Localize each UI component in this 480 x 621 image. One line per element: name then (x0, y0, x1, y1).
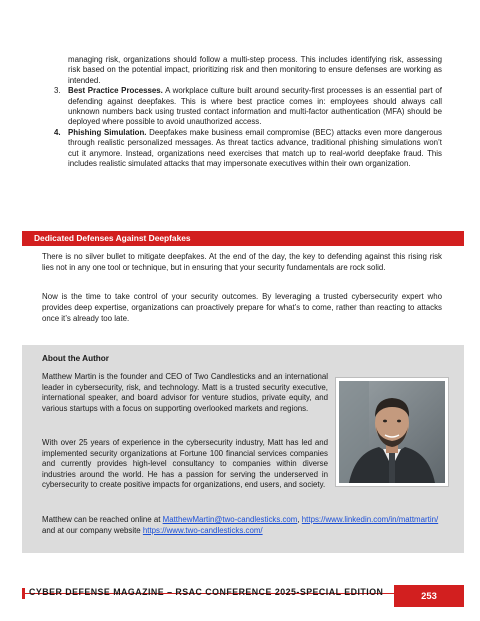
list-item-title: Phishing Simulation. (68, 127, 147, 137)
author-contact (42, 515, 446, 536)
author-portrait-image (339, 381, 445, 483)
email-link[interactable]: MatthewMartin@two-candlesticks.com (162, 515, 298, 524)
body-paragraph: Now is the time to take control of your security outcomes. By leveraging a trusted cybersecurity expert who provides deep expertise, organizations can proactively prepare for what’s to come, rather than reacting to attacks once it’s already too late. (42, 292, 442, 323)
website-link[interactable]: https://www.two-candlesticks.com/ (142, 525, 263, 535)
list-item-text: A workplace culture built around security-first processes is an essential part of defending against deepfakes. This is where best practice comes in: employees should always call unknown numbers back using trusted contact information and multi-factor authentication (MFA) should be deployed where possible to avoid unauthorized access. (68, 86, 442, 127)
author-bio: With over 25 years of experience in the cybersecurity industry, Matt has led and implemented security organizations at Fortune 100 financial services companies and currently provides high-level consultancy to companies within diverse industries around the world. He has a passion for serving the underserved in cybersecurity to create positive impacts for organizations, end users, and society. (42, 438, 328, 490)
list-item-title: Best Practice Processes. (68, 86, 163, 96)
section-heading: Dedicated Defenses Against Deepfakes (34, 233, 191, 243)
numbered-list (40, 55, 442, 169)
footer-title: CYBER DEFENSE MAGAZINE – RSAC CONFERENCE 2025-SPECIAL EDITION (29, 587, 384, 597)
footer-accent-mark (22, 588, 25, 599)
author-photo (335, 377, 449, 487)
body-paragraph: There is no silver bullet to mitigate deepfakes. At the end of the day, the key to defending against this rising risk lies not in any one tool or technique, but in ensuring that your security fundamentals are rock solid. (42, 252, 442, 272)
list-item (40, 86, 442, 128)
section-heading-bar (22, 231, 464, 246)
list-number: 4. (54, 127, 61, 137)
list-item (40, 128, 442, 170)
linkedin-link[interactable]: https://www.linkedin.com/in/mattmartin/ (301, 515, 439, 524)
list-item-text: managing risk, organizations should follow a multi-step process. This includes identifying risk, assessing risk based on the potential impact, prioritizing risk and then monitoring to ensure defenses are working as intended. (68, 55, 442, 85)
list-item-continuation (40, 55, 442, 86)
contact-separator: , (297, 515, 300, 524)
contact-text: Matthew can be reached online at (42, 515, 163, 524)
contact-text: and at our company website (42, 525, 143, 535)
about-author-box (22, 345, 464, 553)
author-heading: About the Author (42, 354, 109, 363)
page-number-box (394, 585, 464, 607)
list-item-text: Deepfakes make business email compromise (BEC) attacks even more dangerous through realistic personalized messages. As threat tactics advance, traditional phishing simulations won’t cut it anymore. Instead, organizations need exercises that match up to real-world deepfake fraud. This includes realistic simulated attacks that may impersonate executives within their own organization. (68, 127, 442, 169)
author-bio: Matthew Martin is the founder and CEO of Two Candlesticks and an international leader in cybersecurity, risk, and technology. Matt is a trusted security executive, international speaker, and board advisor for venture studios, private equity, and various startups with a focus on supporting overlooked markets and regions. (42, 372, 328, 413)
list-number: 3. (54, 86, 61, 96)
page-number: 253 (421, 590, 437, 601)
